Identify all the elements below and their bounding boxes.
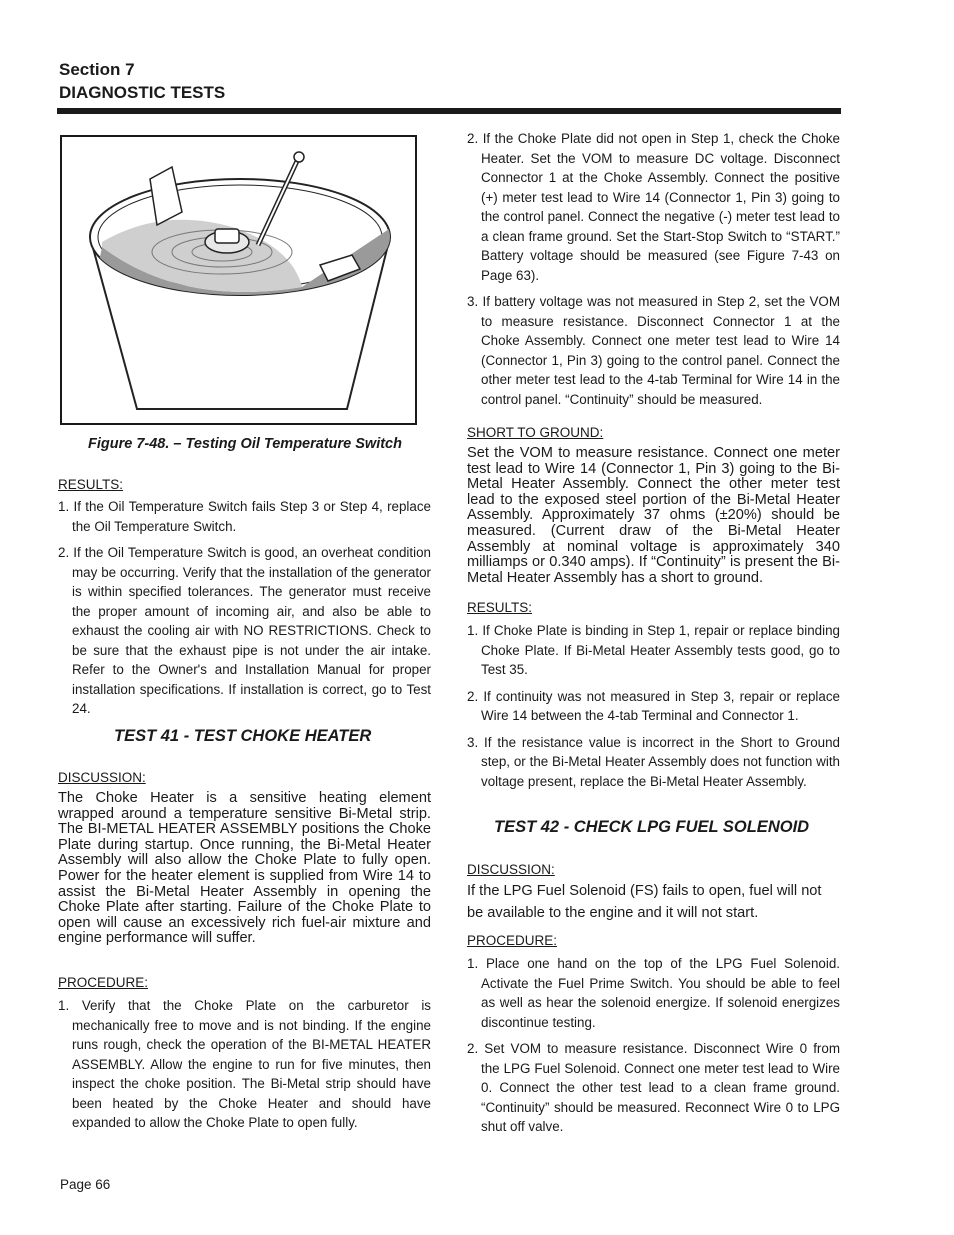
list-item: 2. If continuity was not measured in Step 3, repair or replace Wire 14 between the 4-tab Terminal and Connector 1. [467, 688, 840, 723]
section-title: DIAGNOSTIC TESTS [59, 83, 226, 102]
results-label: RESULTS: [58, 477, 124, 492]
oil-temperature-switch-drawing [62, 137, 415, 423]
figure-illustration [60, 135, 417, 425]
list-item: 2. Set VOM to measure resistance. Disconnect Wire 0 from the LPG Fuel Solenoid. Connect one meter test lead to Wire 0. Connect the other test lead to a clean frame ground. “Continuity” should be measured. Reconnect Wire 0 to LPG shut off valve. [467, 1041, 840, 1134]
test42-title: TEST 42 - CHECK LPG FUEL SOLENOID [494, 818, 810, 836]
list-item: 1. Verify that the Choke Plate on the carburetor is mechanically free to move and is not binding. If the engine runs rough, check the operation of the BI-METAL HEATER ASSEMBLY. Allow the engine to run for five minutes, then inspect the choke position. The Bi-Metal strip should have been heated by the Choke Heater and should have expanded to allow the Choke Plate to open fully. [58, 998, 431, 1130]
list-item: 3. If the resistance value is incorrect in the Short to Ground step, or the Bi-Metal Heater Assembly does not function with voltage present, replace the Bi-Metal Heater Assembly. [467, 734, 840, 789]
header-rule [57, 108, 841, 114]
list-item: 2. If the Oil Temperature Switch is good, an overheat condition may be occurring. Verify that the installation of the generator is within specified tolerances. The generator must receive the proper amount of incoming air, and also be able to exhaust the cooling air with NO RESTRICTIONS. Check to be sure that the exhaust pipe is not under the air intake. Refer to the Owner's and Installation Manual for proper installation specifications. If installation is correct, go to Test 24. [58, 545, 431, 716]
results-label: RESULTS: [467, 600, 533, 615]
discussion-label: DISCUSSION: [58, 770, 146, 785]
short-to-ground-label: SHORT TO GROUND: [467, 425, 604, 440]
list-item: 1. If Choke Plate is binding in Step 1, repair or replace binding Choke Plate. If Bi-Metal Heater Assembly tests good, go to Test 35. [467, 623, 840, 677]
page-number: Page 66 [60, 1177, 111, 1192]
procedure-list [467, 954, 840, 1144]
test41-title: TEST 41 - TEST CHOKE HEATER [114, 727, 372, 745]
list-item: 3. If battery voltage was not measured in Step 2, set the VOM to measure resistance. Disconnect Connector 1 at the Choke Assembly. Connect one meter test lead to Wire 14 (Connector 1, Pin 3) going to the control panel. Connect the other meter test lead to the 4-tab Terminal for Wire 14 in the control panel. “Continuity” should be measured. [467, 294, 840, 407]
discussion-label: DISCUSSION: [467, 862, 555, 877]
figure-caption: Figure 7-48. – Testing Oil Temperature Switch [88, 436, 402, 452]
list-item: 1. If the Oil Temperature Switch fails Step 3 or Step 4, replace the Oil Temperature Switch. [58, 499, 431, 534]
results-list [467, 621, 840, 798]
procedure-continued-list [467, 129, 840, 416]
results-list [58, 497, 431, 726]
short-to-ground-text: Set the VOM to measure resistance. Connect one meter test lead to Wire 14 (Connector 1, Pin 3) going to the Bi-Metal Heater Assembly. Connect the other meter test lead to the exposed steel portion of the Bi-Metal Heater Assembly. Approximately 37 ohms (±20%) should be measured. (Current draw of the Bi-Metal Heater Assembly at nominal voltage is approximately 340 milliamps or 0.340 amps). If “Continuity” is present the Bi-Metal Heater Assembly has a short to ground. [467, 445, 840, 586]
procedure-list [58, 996, 431, 1140]
list-item: 1. Place one hand on the top of the LPG Fuel Solenoid. Activate the Fuel Prime Switch. You should be able to feel as well as hear the solenoid energize. If solenoid energizes discontinue testing. [467, 956, 840, 1030]
discussion-text: The Choke Heater is a sensitive heating element wrapped around a temperature sensitive Bi-Metal strip. The BI-METAL HEATER ASSEMBLY positions the Choke Plate during startup. Once running, the Bi-Metal Heater Assembly will also allow the Choke Plate to fully open. Power for the heater element is supplied from Wire 14 to assist the Bi-Metal Heater Assembly in opening the Choke Plate after starting. Failure of the Choke Plate to open will cause an excessively rich fuel-air mixture and engine performance will suffer. [58, 790, 431, 947]
section-label: Section 7 [59, 60, 135, 79]
procedure-label: PROCEDURE: [58, 975, 149, 990]
discussion-text: If the LPG Fuel Solenoid (FS) fails to open, fuel will not be available to the engine and it will not start. [467, 883, 822, 921]
list-item: 2. If the Choke Plate did not open in Step 1, check the Choke Heater. Set the VOM to measure DC voltage. Disconnect Connector 1 at the Choke Assembly. Connect the positive (+) meter test lead to Wire 14 (Connector 1, Pin 3) going to the control panel. Connect the negative (-) meter test lead to a clean frame ground. Set the Start-Stop Switch to “START.” Battery voltage should be measured (see Figure 7-43 on Page 63). [467, 131, 840, 283]
procedure-label: PROCEDURE: [467, 933, 558, 948]
